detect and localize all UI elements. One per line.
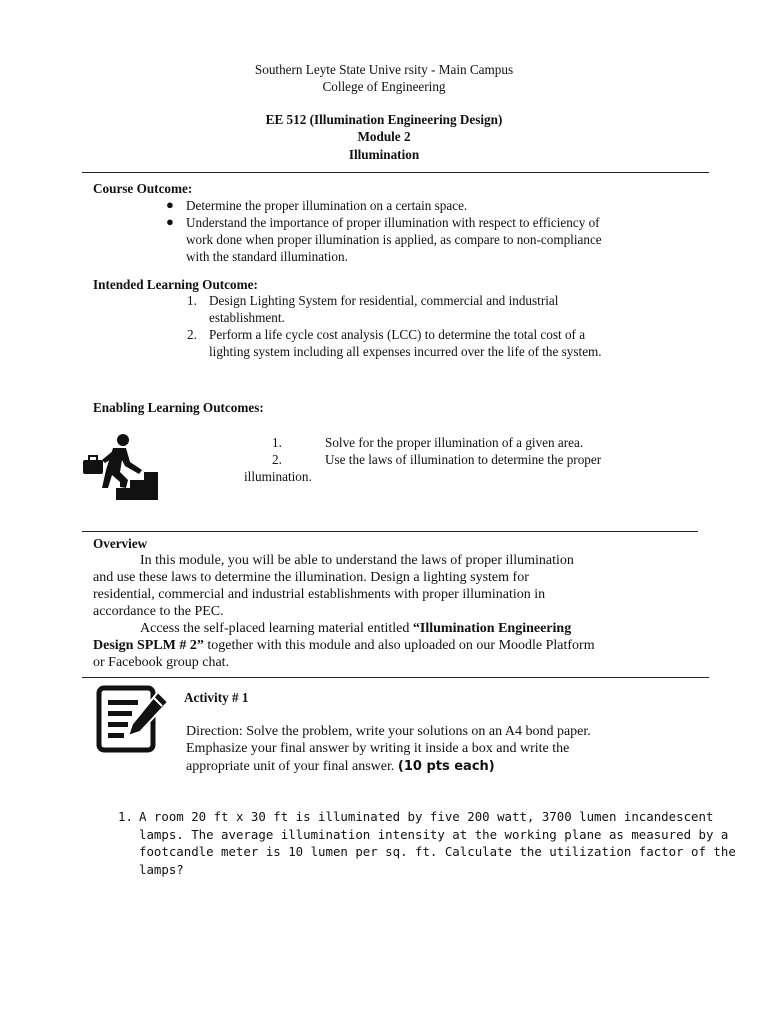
problem-text: footcandle meter is 10 lumen per sq. ft. Calculate the utilization factor of the <box>139 844 736 859</box>
module-number: Module 2 <box>357 129 411 144</box>
overview-text: residential, commercial and industrial establishments with proper illumination in <box>93 587 546 602</box>
overview-text: and use these laws to determine the illumination. Design a lighting system for <box>93 570 529 585</box>
splm-title: Design SPLM # 2” <box>93 638 204 653</box>
activity-title: Activity # 1 <box>184 690 249 705</box>
list-number: 1. <box>187 293 197 308</box>
overview-text-part: Access the self-placed learning material entitled <box>140 621 413 636</box>
university-name: Southern Leyte State Unive rsity - Main Campus <box>254 62 514 77</box>
overview-text <box>140 620 571 637</box>
overview-text <box>93 637 595 654</box>
intended-outcome-item: Perform a life cycle cost analysis (LCC) to determine the total cost of a <box>209 327 586 342</box>
course-title: EE 512 (Illumination Engineering Design) <box>265 112 503 127</box>
activity-points: (10 pts each) <box>397 759 495 774</box>
document-pencil-icon <box>96 684 172 754</box>
overview-text-part: together with this module and also uploaded on our Moodle Platform <box>203 638 595 653</box>
enabling-outcomes-heading: Enabling Learning Outcomes: <box>93 400 264 415</box>
intended-outcome-item: Design Lighting System for residential, commercial and industrial <box>209 293 559 308</box>
intended-outcome-item-cont: establishment. <box>209 310 285 325</box>
splm-title: “Illumination Engineering <box>412 621 572 636</box>
bullet-icon: ● <box>166 214 174 229</box>
overview-text: accordance to the PEC. <box>93 604 224 619</box>
college-name: College of Engineering <box>322 79 446 94</box>
course-outcome-heading: Course Outcome: <box>93 181 193 196</box>
overview-heading: Overview <box>93 536 148 551</box>
intended-outcome-item-cont: lighting system including all expenses incurred over the life of the system. <box>209 344 602 359</box>
course-outcome-item: Determine the proper illumination on a certain space. <box>186 198 468 213</box>
list-number: 2. <box>187 327 197 342</box>
enabling-outcome-item: Solve for the proper illumination of a given area. <box>325 435 584 450</box>
problem-text: lamps. The average illumination intensity at the working plane as measured by a <box>139 827 729 842</box>
module-topic: Illumination <box>348 147 420 162</box>
activity-direction: Emphasize your final answer by writing it inside a box and write the <box>186 741 570 756</box>
header-divider <box>82 172 709 173</box>
activity-direction <box>186 758 495 775</box>
section-divider <box>82 677 709 678</box>
section-divider <box>82 531 698 532</box>
overview-text: or Facebook group chat. <box>93 655 230 670</box>
problem-text: lamps? <box>139 862 184 877</box>
person-climbing-stairs-icon <box>80 430 162 502</box>
enabling-outcome-item-cont: illumination. <box>244 469 312 484</box>
enabling-outcome-item: Use the laws of illumination to determine the proper <box>325 452 602 467</box>
course-outcome-item-cont: with the standard illumination. <box>186 249 348 264</box>
bullet-icon: ● <box>166 197 174 212</box>
course-outcome-item: Understand the importance of proper illumination with respect to efficiency of <box>186 215 600 230</box>
problem-text: A room 20 ft x 30 ft is illuminated by five 200 watt, 3700 lumen incandescent <box>139 809 714 824</box>
intended-outcome-heading: Intended Learning Outcome: <box>93 277 258 292</box>
problem-number: 1. <box>118 809 133 824</box>
course-outcome-item-cont: work done when proper illumination is applied, as compare to non-compliance <box>186 232 602 247</box>
list-number: 1. <box>272 435 282 450</box>
activity-direction-part: appropriate unit of your final answer. <box>186 759 398 774</box>
activity-direction: Direction: Solve the problem, write your solutions on an A4 bond paper. <box>186 724 591 739</box>
list-number: 2. <box>272 452 282 467</box>
overview-text: In this module, you will be able to understand the laws of proper illumination <box>140 553 574 568</box>
